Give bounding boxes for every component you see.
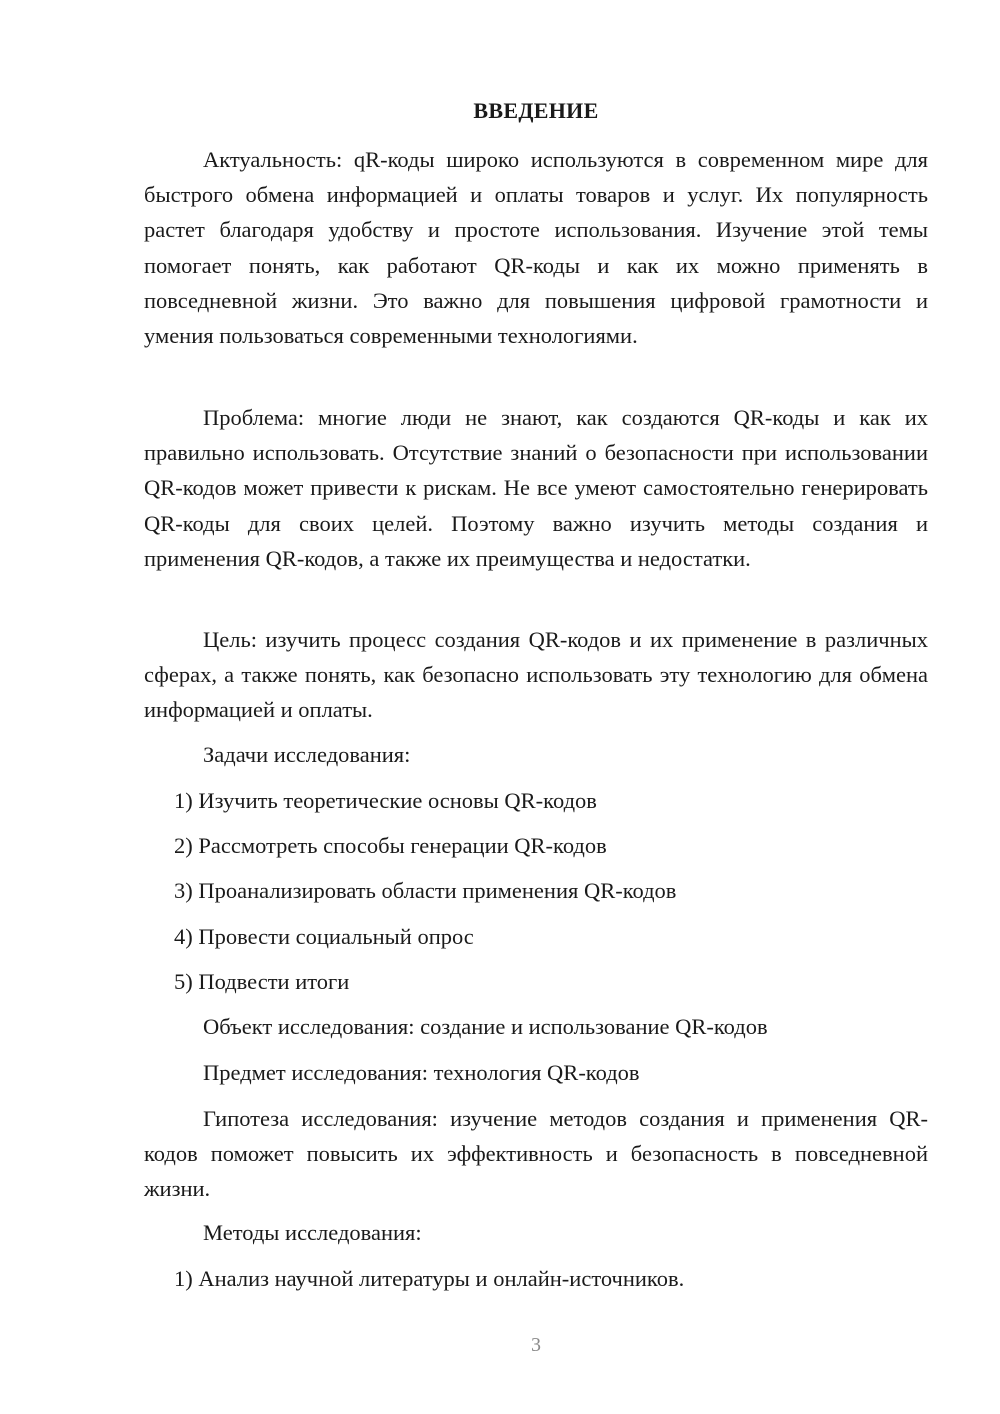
task-item-3: 3) Проанализировать области применения QR-кодов	[174, 878, 677, 903]
goal-paragraph: Цель: изучить процесс создания QR-кодов и их применение в различных сферах, а также понять, как безопасно использовать эту технологию для обмена информацией и оплаты.	[144, 627, 928, 723]
task-item-1: 1) Изучить теоретические основы QR-кодов	[174, 788, 597, 813]
task-item-4: 4) Провести социальный опрос	[174, 924, 474, 949]
page-number: 3	[531, 1334, 541, 1356]
methods-heading: Методы исследования:	[203, 1220, 422, 1245]
tasks-heading: Задачи исследования:	[203, 742, 411, 767]
page-title: ВВЕДЕНИЕ	[473, 98, 599, 123]
problem-paragraph: Проблема: многие люди не знают, как создаются QR-коды и как их правильно использовать. Отсутствие знаний о безопасности при использовании QR-кодов может привести к рискам. Не все умеют самостоятельно генерировать QR-коды для своих целей. Поэтому важно изучить методы создания и применения QR-кодов, а также их преимущества и недостатки.	[144, 405, 928, 571]
task-item-5: 5) Подвести итоги	[174, 969, 350, 994]
research-subject: Предмет исследования: технология QR-кодов	[203, 1060, 640, 1085]
task-item-2: 2) Рассмотреть способы генерации QR-кодов	[174, 833, 607, 858]
method-item-1: 1) Анализ научной литературы и онлайн-источников.	[174, 1266, 685, 1291]
research-object: Объект исследования: создание и использование QR-кодов	[203, 1014, 768, 1039]
hypothesis-paragraph: Гипотеза исследования: изучение методов создания и применения QR-кодов поможет повысить их эффективность и безопасность в повседневной жизни.	[144, 1106, 928, 1202]
relevance-paragraph: Актуальность: qR-коды широко используются в современном мире для быстрого обмена информацией и оплаты товаров и услуг. Их популярность растет благодаря удобству и простоте использования. Изучение этой темы помогает понять, как работают QR-коды и как их можно применять в повседневной жизни. Это важно для повышения цифровой грамотности и умения пользоваться современными технологиями.	[144, 147, 928, 349]
